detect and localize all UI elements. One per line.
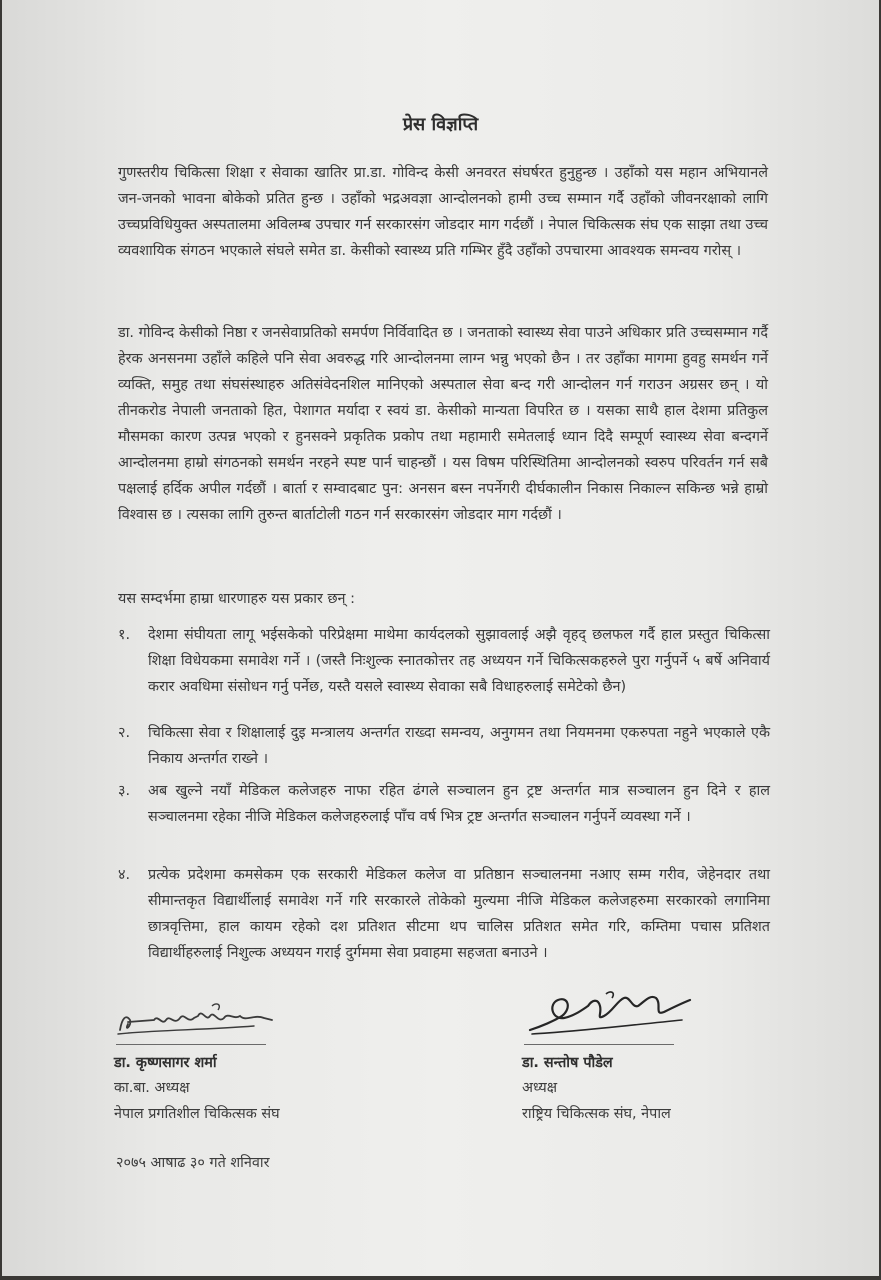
signatory-name: डा. कृष्णसागर शर्मा [114,1055,217,1071]
signatory-role: अध्यक्ष [522,1080,558,1096]
paragraph-intro: गुणस्तरीय चिकित्सा शिक्षा र सेवाका खातिर प्रा.डा. गोविन्द केसी अनवरत संघर्षरत हुनुहुन्छ । उहाँको यस महान अभियानले जन-जनको भावना बोकेको प्रतित हुन्छ । उहाँको भद्रअवज्ञा आन्दोलनको हामी उच्च सम्मान गर्दै उहाँको जीवनरक्षाको लागि उच्चप्रविधियुक्त अस्पतालमा अविलम्ब उपचार गर्न सरकारसंग जोडदार माग गर्दछौं । नेपाल चिकित्सक संघ एक साझा तथा उच्च व्यवशायिक संगठन भएकाले संघले समेत डा. केसीको स्वास्थ्य प्रति गम्भिर हुँदै उहाँको उपचारमा आवश्यक समन्वय गरोस् । [118,165,768,259]
handwritten-signature-right [522,986,702,1040]
point-number: १. [118,627,131,643]
handwritten-signature-left [114,1000,284,1040]
signatory-left [114,1000,414,1127]
point-text: देशमा संघीयता लागू भईसकेको परिप्रेक्षमा माथेमा कार्यदलको सुझावलाई अझै वृहद् छलफल गर्दै हाल प्रस्तुत चिकित्सा शिक्षा विधेयकमा समावेश गर्ने । (जस्तै निःशुल्क स्नातकोत्तर तह अध्ययन गर्ने चिकित्सकहरुले पुरा गर्नुपर्ने ५ बर्षे अनिवार्य करार अवधिमा संसोधन गर्नु पर्नेछ, यस्तै यसले स्वास्थ्य सेवाका सबै विधाहरुलाई समेटेको छैन) [148,627,770,695]
signatory-org: नेपाल प्रगतिशील चिकित्सक संघ [114,1106,280,1122]
point-number: ३. [118,783,131,799]
point-text: चिकित्सा सेवा र शिक्षालाई दुइ मन्त्रालय अन्तर्गत राख्दा समन्वय, अनुगमन तथा नियमनमा एकरुपता नहुने भएकाले एकै निकाय अन्तर्गत राख्ने । [148,725,770,767]
document-date: २०७५ आषाढ ३० गते शनिवार [116,1155,270,1171]
point-text: अब खुल्ने नयाँ मेडिकल कलेजहरु नाफा रहित ढंगले सञ्चालन हुन ट्रष्ट अन्तर्गत मात्र सञ्चालन हुन दिने र हाल सञ्चालनमा रहेका नीजि मेडिकल कलेजहरुलाई पाँच वर्ष भित्र ट्रष्ट अन्तर्गत सञ्चालन गर्नुपर्ने व्यवस्था गर्ने । [148,783,770,825]
signatory-org: राष्ट्रिय चिकित्सक संघ, नेपाल [522,1106,671,1122]
press-release-page [2,0,879,1276]
signatory-role: का.बा. अध्यक्ष [114,1080,190,1096]
signature-line [524,1044,674,1045]
point-number: २. [118,725,131,741]
paragraph-body: डा. गोविन्द केसीको निष्ठा र जनसेवाप्रतिको समर्पण निर्विवादित छ । जनताको स्वास्थ्य सेवा पाउने अधिकार प्रति उच्चसम्मान गर्दै हेरक अनसनमा उहाँले कहिले पनि सेवा अवरुद्ध गरि आन्दोलनमा लाग्न भन्नु भएको छैन । तर उहाँका मागमा हुवहु समर्थन गर्ने व्यक्ति, समुह तथा संघसंस्थाहरु अतिसंवेदनशिल मानिएको अस्पताल सेवा बन्द गरी आन्दोलन गर्न गराउन अग्रसर छन् । यो तीनकरोड नेपाली जनताको हित, पेशागत मर्यादा र स्वयं डा. केसीको मान्यता विपरित छ । यसका साथै हाल देशमा प्रतिकुल मौसमका कारण उत्पन्न भएको र हुनसक्ने प्रकृतिक प्रकोप तथा महामारी समेतलाई ध्यान दिदै सम्पूर्ण स्वास्थ्य सेवा बन्दगर्ने आन्दोलनमा हाम्रो संगठनको समर्थन नरहने स्पष्ट पार्न चाहन्छौं । यस विषम परिस्थितिमा आन्दोलनको स्वरुप परिवर्तन गर्न सबै पक्षलाई हर्दिक अपील गर्दछौं । बार्ता र सम्वादबाट पुन: अनसन बस्न नपर्नेगरी दीर्घकालीन निकास निकाल्न सकिन्छ भन्ने हाम्रो विश्वास छ । त्यसका लागि तुरुन्त बार्ताटोली गठन गर्न सरकारसंग जोडदार माग गर्दछौं । [118,325,768,523]
point-number: ४. [118,867,131,883]
document-title: प्रेस विज्ञप्ति [402,114,479,135]
signatory-right [522,986,782,1127]
signatory-name: डा. सन्तोष पौडेल [522,1055,613,1071]
paragraph-points-intro: यस सम्दर्भमा हाम्रा धारणाहरु यस प्रकार छन् : [118,591,355,607]
signature-line [116,1044,266,1045]
point-text: प्रत्येक प्रदेशमा कमसेकम एक सरकारी मेडिकल कलेज वा प्रतिष्ठान सञ्चालनमा नआए सम्म गरीव, जेहेनदार तथा सीमान्तकृत विद्यार्थीलाई समावेश गर्ने गरि सरकारले तोकेको मुल्यमा नीजि मेडिकल कलेजहरुमा सरकारको लगानिमा छात्रवृत्तिमा, हाल कायम रहेको दश प्रतिशत सीटमा थप चालिस प्रतिशत समेत गरि, कम्तिमा पचास प्रतिशत विद्यार्थीहरुलाई निशुल्क अध्ययन गराई दुर्गममा सेवा प्रवाहमा सहजता बनाउने । [148,867,770,961]
